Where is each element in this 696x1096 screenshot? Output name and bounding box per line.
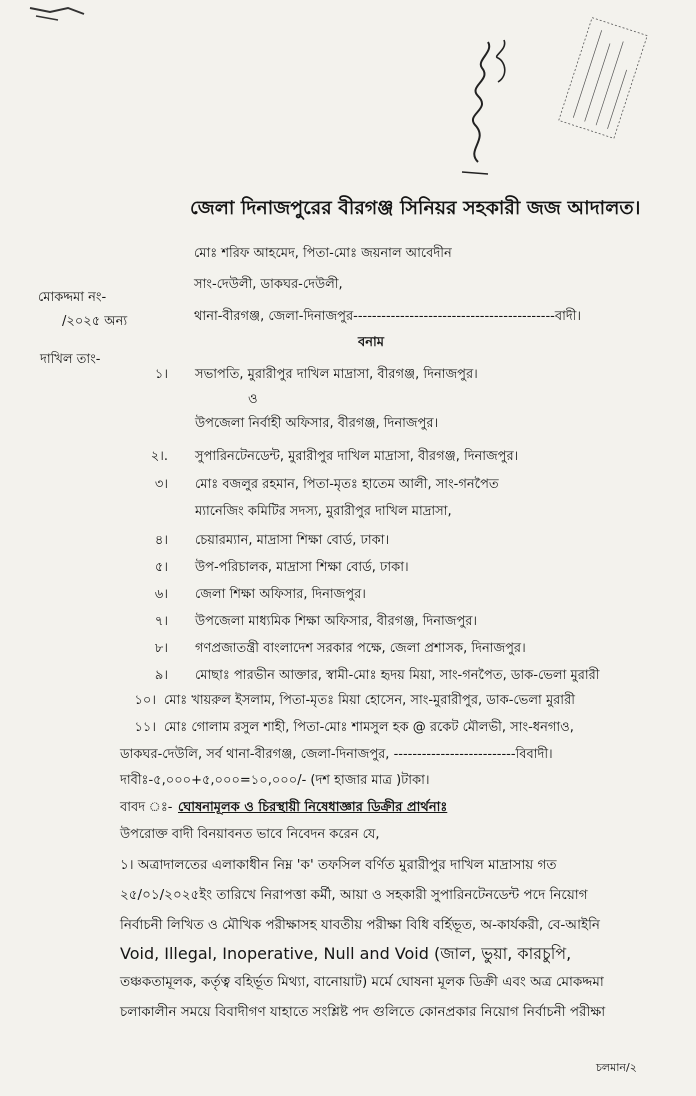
- subject-label: বাবদ ঃ-: [120, 800, 173, 815]
- defendant-number: ১১।: [134, 720, 156, 735]
- defendant-text: চেয়ারম্যান, মাদ্রাসা শিক্ষা বোর্ড, ঢাকা।: [195, 533, 390, 548]
- defendant-text: সভাপতি, মুরারীপুর দাখিল মাদ্রাসা, বীরগঞ্জ, দিনাজপুর।: [195, 367, 478, 382]
- defendant-number: ৭।: [154, 614, 168, 629]
- defendant-text: মোঃ বজলুর রহমান, পিতা-মৃতঃ হাতেম আলী, সাং-গনপৈত: [195, 477, 499, 492]
- defendant-text: ম্যানেজিং কমিটির সদস্য, মুরারীপুর দাখিল মাদ্রাসা,: [195, 504, 452, 519]
- defendant-text: উপজেলা মাধ্যমিক শিক্ষা অফিসার, বীরগঞ্জ, দিনাজপুর।: [195, 614, 478, 629]
- defendant-number: ১।: [154, 367, 168, 382]
- pen-mark-icon: [28, 2, 88, 24]
- received-stamp: [557, 16, 648, 139]
- defendant-number: ২।.: [150, 449, 168, 464]
- body-line: ১। অত্রাদালতের এলাকাধীন নিম্ন 'ক' তফসিল বর্ণিত মুরারীপুর দাখিল মাদ্রাসায় গত: [120, 857, 557, 873]
- defendant-number: ৯।: [154, 668, 168, 683]
- defendant-text: উপ-পরিচালক, মাদ্রাসা শিক্ষা বোর্ড, ঢাকা।: [195, 560, 409, 575]
- defendant-text: উপজেলা নির্বাহী অফিসার, বীরগঞ্জ, দিনাজপুর।: [195, 416, 439, 431]
- case-number-label: মোকদ্দমা নং-: [38, 290, 107, 305]
- defendant-address-tail: ডাকঘর-দেউলি, সর্ব থানা-বীরগঞ্জ, জেলা-দিনাজপুর, --------------------------বিবাদী।: [120, 747, 553, 762]
- defendant-number: ১০।: [134, 693, 156, 708]
- defendant-number: ৮।: [154, 641, 168, 656]
- body-line: তঞ্চকতামূলক, কর্তৃত্ব বহির্ভূত মিথ্যা, বানোয়াট) মর্মে ঘোষনা মূলক ডিক্রী এবং অত্র মোকদ্দমা: [120, 974, 604, 990]
- defendant-number: ৩।: [154, 477, 168, 492]
- intro-line: উপরোক্ত বাদী বিনয়াবনত ভাবে নিবেদন করেন যে,: [120, 827, 380, 842]
- defendant-text: গণপ্রজাতন্ত্রী বাংলাদেশ সরকার পক্ষে, জেলা প্রশাসক, দিনাজপুর।: [195, 641, 526, 656]
- case-number-value: /২০২৫ অন্য: [62, 314, 128, 329]
- defendant-text: জেলা শিক্ষা অফিসার, দিনাজপুর।: [195, 587, 366, 602]
- defendant-text: ও: [248, 392, 258, 407]
- defendant-number: ৪।: [154, 533, 168, 548]
- defendant-text: মোঃ গোলাম রসুল শাহী, পিতা-মোঃ শামসুল হক @ রকেট মৌলভী, সাং-ধনগাও,: [164, 720, 574, 735]
- subject-text: ঘোষনামূলক ও চিরস্থায়ী নিষেধাজ্ঞার ডিক্রীর প্রার্থনাঃ: [178, 800, 448, 815]
- versus-label: বনাম: [358, 335, 384, 350]
- defendant-text: সুপারিনটেনডেন্ট, মুরারীপুর দাখিল মাদ্রাসা, বীরগঞ্জ, দিনাজপুর।: [195, 449, 519, 464]
- filing-date-label: দাখিল তাং-: [40, 352, 101, 367]
- body-line: চলাকালীন সময়ে বিবাদীগণ যাহাতে সংশ্লিষ্ট পদ গুলিতে কোনপ্রকার নিয়োগ নির্বাচনী পরীক্ষা: [120, 1004, 606, 1020]
- continuation-note: চলমান/২: [596, 1061, 637, 1074]
- body-line: নির্বাচনী লিখিত ও মৌখিক পরীক্ষাসহ যাবতীয় পরীক্ষা বিধি বর্হিভূত, অ-কার্যকরী, বে-আইনি: [120, 917, 600, 933]
- defendant-text: মোঃ খায়রুল ইসলাম, পিতা-মৃতঃ মিয়া হোসেন, সাং-মুরারীপুর, ডাক-ভেলা মুরারী: [164, 693, 575, 708]
- body-line: Void, Illegal, Inoperative, Null and Void (জাল, ভুয়া, কারচুপি,: [120, 944, 572, 963]
- body-line: ২৫/০১/২০২৫ইং তারিখে নিরাপত্তা কর্মী, আয়া ও সহকারী সুপারিনটেনডেন্ট পদে নিয়োগ: [120, 887, 588, 903]
- defendant-text: মোছাঃ পারভীন আক্তার, স্বামী-মোঃ হৃদয় মিয়া, সাং-গনপৈত, ডাক-ভেলা মুরারী: [195, 668, 600, 683]
- plaintiff-line: থানা-বীরগঞ্জ, জেলা-দিনাজপুর-------------------------------------------বাদী।: [194, 309, 582, 324]
- court-title: জেলা দিনাজপুরের বীরগঞ্জ সিনিয়র সহকারী জজ আদালত।: [190, 197, 641, 219]
- handwritten-signature: [448, 22, 520, 182]
- defendant-number: ৬।: [154, 587, 168, 602]
- plaintiff-line: মোঃ শরিফ আহমেদ, পিতা-মোঃ জয়নাল আবেদীন: [194, 246, 452, 261]
- claim-amount: দাবীঃ-৫,০০০+৫,০০০=১০,০০০/- (দশ হাজার মাত্র )টাকা।: [120, 773, 430, 788]
- defendant-number: ৫।: [154, 560, 168, 575]
- plaintiff-line: সাং-দেউলী, ডাকঘর-দেউলী,: [194, 277, 343, 292]
